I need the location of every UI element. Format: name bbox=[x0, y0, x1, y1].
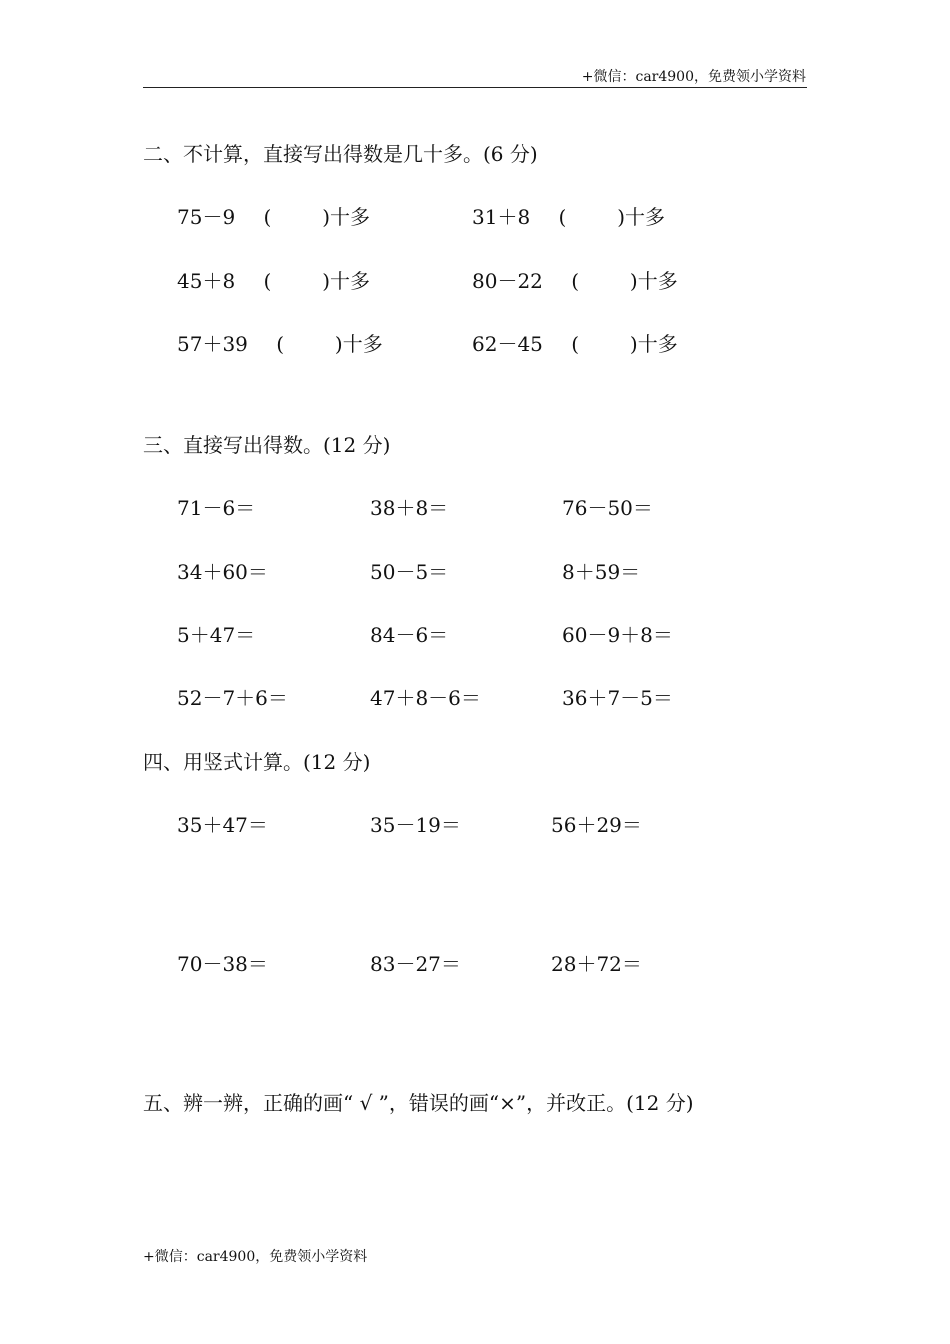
section2-item-1 bbox=[177, 201, 370, 230]
section2-expr: 62－45 bbox=[472, 332, 543, 356]
section2-item-2 bbox=[472, 201, 665, 230]
section3-item: 8＋59＝ bbox=[562, 560, 641, 584]
section5-title: 五、辨一辨，正确的画“ √ ”，错误的画“×”，并改正。(12 分) bbox=[143, 1091, 694, 1115]
answer-blank[interactable]: ( )十多 bbox=[571, 269, 678, 293]
section2-expr: 80－22 bbox=[472, 269, 543, 293]
section2-item-4 bbox=[472, 265, 678, 294]
section4-item: 56＋29＝ bbox=[551, 813, 642, 837]
section2-expr: 45＋8 bbox=[177, 269, 236, 293]
section2-item-5 bbox=[177, 328, 383, 357]
header-watermark: +微信：car4900，免费领小学资料 bbox=[581, 69, 806, 85]
section3-item: 71－6＝ bbox=[177, 496, 256, 520]
answer-blank[interactable]: ( )十多 bbox=[263, 269, 371, 293]
section3-item: 50－5＝ bbox=[370, 560, 449, 584]
section2-expr: 57＋39 bbox=[177, 332, 248, 356]
section3-item: 34＋60＝ bbox=[177, 560, 268, 584]
section3-item: 5＋47＝ bbox=[177, 623, 256, 647]
answer-blank[interactable]: ( )十多 bbox=[276, 332, 383, 356]
answer-blank[interactable]: ( )十多 bbox=[558, 205, 666, 229]
section2-expr: 75－9 bbox=[177, 205, 236, 229]
section4-item: 28＋72＝ bbox=[551, 952, 642, 976]
section4-item: 35＋47＝ bbox=[177, 813, 268, 837]
section3-item: 76－50＝ bbox=[562, 496, 653, 520]
header-rule bbox=[143, 87, 807, 88]
section4-title: 四、用竖式计算。(12 分) bbox=[143, 750, 371, 774]
section3-title: 三、直接写出得数。(12 分) bbox=[143, 433, 391, 457]
section3-item: 38＋8＝ bbox=[370, 496, 449, 520]
section2-title: 二、不计算，直接写出得数是几十多。(6 分) bbox=[143, 142, 538, 166]
section4-item: 83－27＝ bbox=[370, 952, 461, 976]
answer-blank[interactable]: ( )十多 bbox=[571, 332, 678, 356]
section3-item: 47＋8－6＝ bbox=[370, 686, 481, 710]
section2-expr: 31＋8 bbox=[472, 205, 531, 229]
section2-item-3 bbox=[177, 265, 370, 294]
section2-item-6 bbox=[472, 328, 678, 357]
answer-blank[interactable]: ( )十多 bbox=[263, 205, 371, 229]
section3-item: 84－6＝ bbox=[370, 623, 449, 647]
section3-item: 52－7＋6＝ bbox=[177, 686, 288, 710]
section3-item: 60－9＋8＝ bbox=[562, 623, 673, 647]
section3-item: 36＋7－5＝ bbox=[562, 686, 673, 710]
section4-item: 35－19＝ bbox=[370, 813, 461, 837]
footer-watermark: +微信：car4900，免费领小学资料 bbox=[143, 1249, 368, 1265]
section4-item: 70－38＝ bbox=[177, 952, 268, 976]
